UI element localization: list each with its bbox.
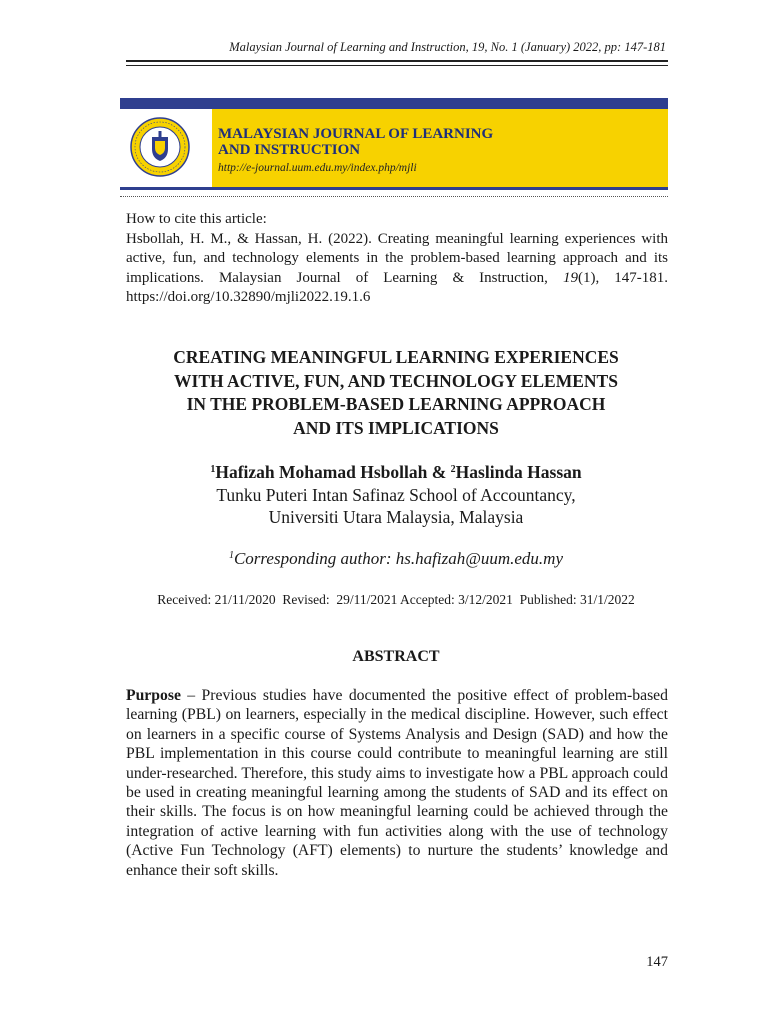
affiliation-line1: Tunku Puteri Intan Safinaz School of Accountancy, [216, 484, 576, 505]
title-line2: WITH ACTIVE, FUN, AND TECHNOLOGY ELEMENTS [174, 370, 618, 391]
header-rule-thin [126, 65, 668, 66]
citation-text: Hsbollah, H. M., & Hassan, H. (2022). Creating meaningful learning experiences with active, fun, and technology elements in the problem-based learning approach and its implications. Malaysian Journal of Learning & Instruction, [126, 230, 668, 286]
journal-name [218, 126, 658, 158]
abstract-body [126, 686, 668, 880]
authors-block [110, 459, 682, 529]
page-number: 147 [646, 954, 668, 970]
logo-box [120, 109, 212, 187]
journal-name-line1: MALAYSIAN JOURNAL OF LEARNING [218, 126, 494, 142]
corresponding-label: Corresponding author: [233, 549, 396, 568]
purpose-text: – Previous studies have documented the positive effect of problem-based learning (PBL) on learners, especially in the medical discipline. However, such effect on learners in a specific course of Systems Analysis and Design (SAD) and how the PBL implementation in this course could contribute to meaningful learning are still under-researched. Therefore, this study aims to investigate how a PBL approach could be used in creating meaningful learning among the students of SAD and its effect on their skills. The focus is on how meaningful learning could be achieved through the integration of active learning with fun activities along with the use of technology (Active Fun Technology (AFT) elements) to nurture the students’ knowledge and enhance their soft skills. [126, 687, 668, 879]
running-head [126, 40, 666, 55]
corresponding-marker: 1 [228, 550, 234, 561]
banner-bottom-bar [120, 187, 668, 190]
citation-volume: 19 [562, 269, 578, 286]
author1-name: Hafizah Mohamad Hsbollah [215, 462, 428, 482]
header-rule-thick [126, 60, 668, 62]
abstract-heading: ABSTRACT [352, 648, 440, 665]
purpose-label: Purpose [126, 687, 181, 704]
citation-label: How to cite this article: [126, 211, 267, 227]
title-line4: AND ITS IMPLICATIONS [293, 417, 499, 438]
citation-block [126, 210, 668, 308]
journal-url[interactable]: http://e-journal.uum.edu.my/index.php/mjli [218, 162, 417, 174]
author2-marker: 2 [450, 464, 456, 475]
title-line1: CREATING MEANINGFUL LEARNING EXPERIENCES [173, 347, 619, 367]
article-title [110, 346, 682, 440]
university-seal-icon [130, 117, 190, 177]
dotted-divider [120, 196, 668, 197]
author2-name: Haslinda Hassan [455, 462, 582, 482]
citation-text-after: (1), 147-181. https://doi.org/10.32890/mjli2022.19.1.6 [126, 269, 668, 305]
author1-marker: 1 [210, 464, 216, 475]
running-head-pages: 147-181 [624, 40, 666, 54]
journal-name-line2: AND INSTRUCTION [218, 142, 361, 158]
corresponding-author [110, 549, 682, 569]
running-head-text: Malaysian Journal of Learning and Instruction, 19, No. 1 (January) 2022, pp: [229, 40, 625, 54]
banner-top-bar [120, 98, 668, 109]
author-separator: & [427, 462, 451, 482]
author-names [110, 459, 682, 484]
journal-banner [120, 109, 668, 187]
affiliation-line2: Universiti Utara Malaysia, Malaysia [268, 507, 524, 527]
title-line3: IN THE PROBLEM-BASED LEARNING APPROACH [186, 394, 606, 414]
corresponding-email[interactable]: hs.hafizah@uum.edu.my [395, 549, 564, 568]
publication-dates: Received: 21/11/2020 Revised: 29/11/2021 Accepted: 3/12/2021 Published: 31/1/2022 [157, 592, 635, 607]
